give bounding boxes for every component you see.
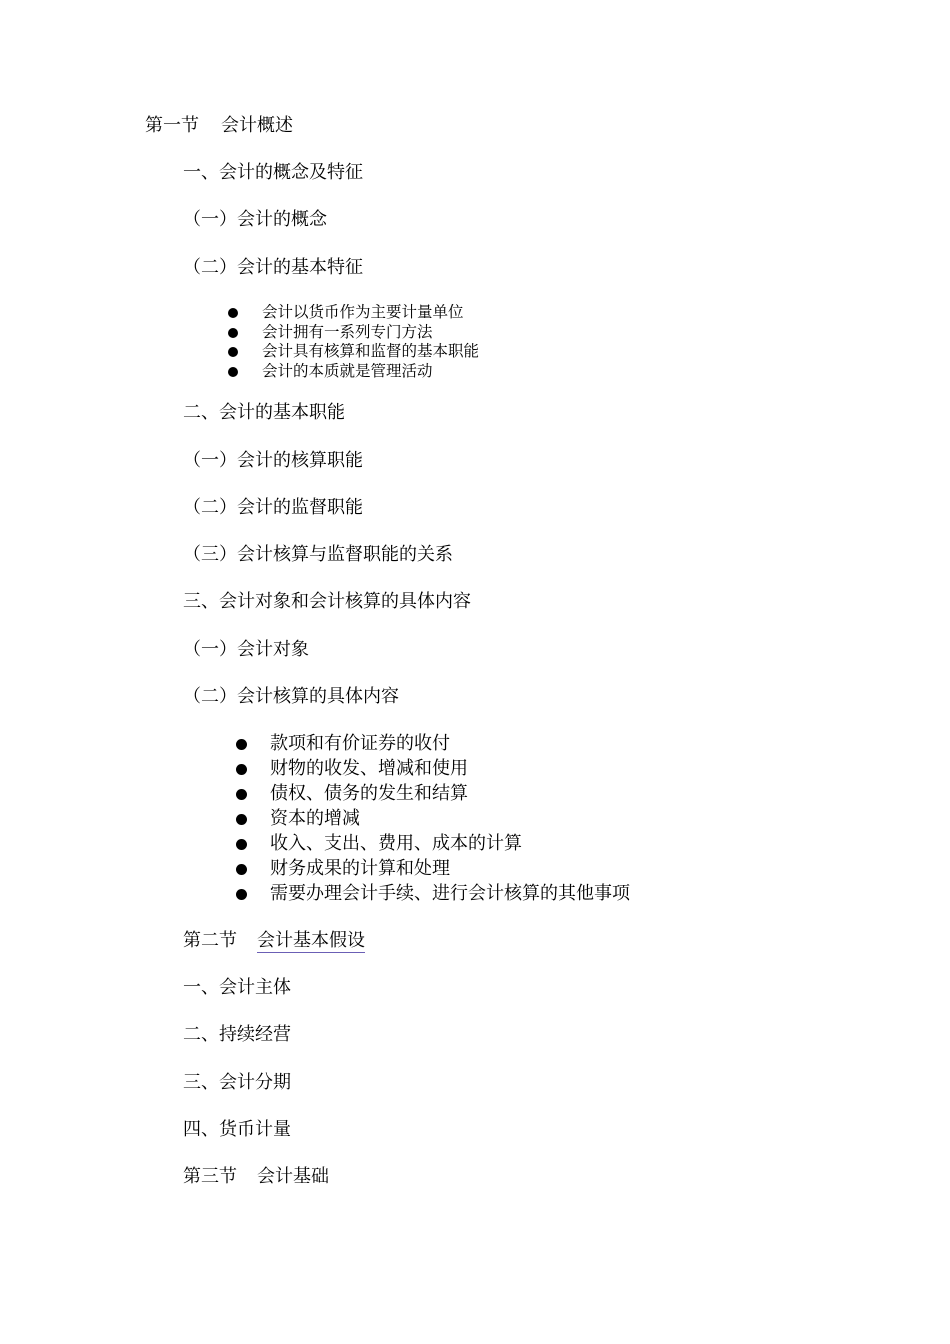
section-1-title: 会计概述 bbox=[221, 115, 293, 136]
section-2-heading bbox=[183, 930, 365, 952]
subheading-specific-content: （二）会计核算的具体内容 bbox=[183, 686, 399, 707]
bullet-icon bbox=[236, 839, 247, 850]
subheading-accounting-object: （一）会计对象 bbox=[183, 639, 309, 660]
heading-objects-content: 三、会计对象和会计核算的具体内容 bbox=[183, 591, 471, 612]
section-3-title: 会计基础 bbox=[257, 1166, 329, 1187]
bullet-icon bbox=[228, 367, 238, 377]
bullet-icon bbox=[236, 764, 247, 775]
bullet-icon bbox=[236, 864, 247, 875]
bullet-icon bbox=[228, 308, 238, 318]
subheading-concept: （一）会计的概念 bbox=[183, 209, 327, 230]
section-3-number: 第三节 bbox=[183, 1166, 237, 1187]
subheading-basic-features: （二）会计的基本特征 bbox=[183, 257, 363, 278]
bullet-icon bbox=[236, 789, 247, 800]
subheading-supervision-function: （二）会计的监督职能 bbox=[183, 497, 363, 518]
heading-monetary-measurement: 四、货币计量 bbox=[183, 1119, 291, 1140]
bullet-icon bbox=[228, 328, 238, 338]
bullet-icon bbox=[228, 347, 238, 357]
section-3-heading bbox=[183, 1166, 329, 1188]
heading-basic-functions: 二、会计的基本职能 bbox=[183, 402, 345, 423]
heading-concept-features: 一、会计的概念及特征 bbox=[183, 162, 363, 183]
section-1-number: 第一节 bbox=[145, 115, 199, 136]
bullet-icon bbox=[236, 889, 247, 900]
subheading-function-relation: （三）会计核算与监督职能的关系 bbox=[183, 544, 453, 565]
document-page: 第一节 会计概述 一、会计的概念及特征 （一）会计的概念 （二）会计的基本特征 会计以货币作为主要计量单位 会计拥有一系列专门方法 会计具有核算和监督的基本职能 会计的本质就是管理活动 二、会计的基本职能 （一）会计的核算职能 （二）会计的监督职能 （三）会计核算与监督职能的关系 三、会计对象和会计核算的具体内容 （一）会计对象 （二）会计核算的具体内容 款项和有价证券的收付 财物的收发、增减和使用 债权、债务的发生和结算 资本的增减 收入、支出、费用、成本的计算 财务成果的计算和处理 需要办理会计手续、进行会计核算的其他事项 第二节 会计基本假设 一、会计主体 二、持续经营 三、会计分期 四、货币计量 第三节 会计基础 bbox=[145, 115, 630, 1187]
heading-going-concern: 二、持续经营 bbox=[183, 1024, 291, 1045]
heading-accounting-entity: 一、会计主体 bbox=[183, 977, 291, 998]
section-2-number: 第二节 bbox=[183, 930, 237, 951]
bullet-icon bbox=[236, 739, 247, 750]
bullet-icon bbox=[236, 814, 247, 825]
section-1-heading bbox=[145, 115, 293, 137]
section-2-title-link[interactable]: 会计基本假设 bbox=[257, 930, 365, 951]
heading-accounting-period: 三、会计分期 bbox=[183, 1072, 291, 1093]
subheading-accounting-function: （一）会计的核算职能 bbox=[183, 450, 363, 471]
